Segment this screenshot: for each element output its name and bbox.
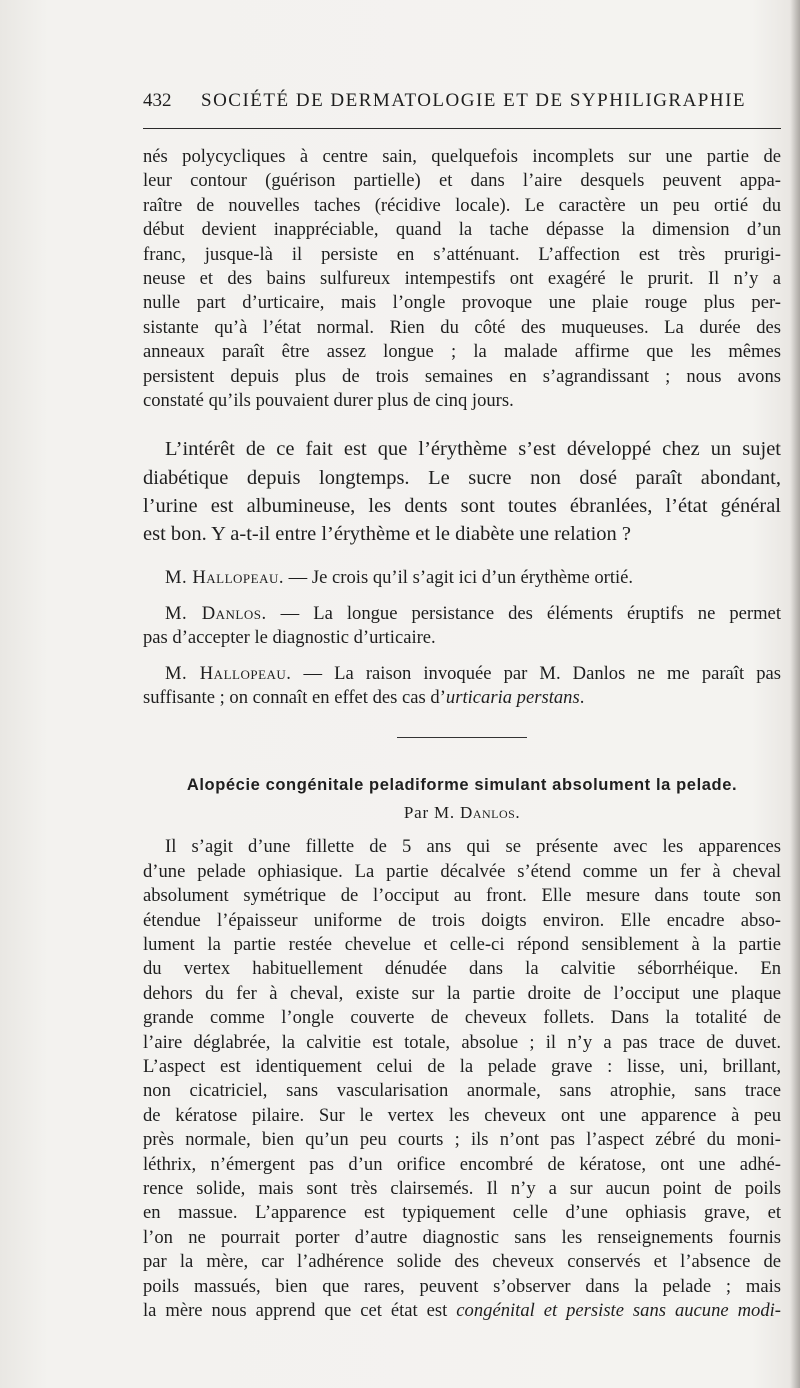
- remark-text: — Je crois qu’il s’agit ici d’un érythème ortié.: [288, 567, 634, 589]
- text-line: rence solide, mais sont très clairsemés. Il n’y a sur aucun point de poils: [143, 1178, 781, 1199]
- text-run: la mère nous apprend que cet état est: [143, 1300, 457, 1322]
- running-title: SOCIÉTÉ DE DERMATOLOGIE ET DE SYPHILIGRAPHIE: [201, 90, 747, 111]
- remark-line: [143, 602, 781, 626]
- text-line: étendue l’épaisseur uniforme de trois doigts environ. Elle encadre abso-: [143, 909, 781, 931]
- text-line: est bon. Y a-t-il entre l’érythème et le diabète une relation ?: [143, 523, 631, 546]
- text-line: de kératose pilaire. Sur le vertex les cheveux ont une apparence à peu: [143, 1104, 781, 1126]
- running-header: [143, 88, 783, 114]
- text-line: neuse et des bains sulfureux intempestifs ont exagéré le prurit. Il n’y a: [143, 268, 781, 290]
- discussion-hallopeau-2: [143, 662, 781, 711]
- text-line: L’intérêt de ce fait est que l’érythème s’est développé chez un sujet: [165, 438, 781, 461]
- remark-text: .: [579, 686, 585, 708]
- page-body: [143, 145, 781, 1323]
- text-line: léthrix, n’émergent pas d’un orifice encombré de kératose, ont une adhé-: [143, 1153, 781, 1175]
- byline-prefix: Par M.: [403, 803, 455, 823]
- remark-text: — La raison invoquée par M. Danlos ne me paraît pas: [303, 662, 781, 684]
- article-byline: [143, 803, 781, 823]
- text-line: absolument symétrique de l’occiput au front. Elle mesure dans toute son: [143, 885, 781, 907]
- text-line: anneaux paraît être assez longue ; la malade affirme que les mêmes: [143, 341, 781, 363]
- page-number: 432: [143, 90, 172, 111]
- discussion-danlos: [143, 602, 781, 651]
- article-body: [143, 835, 781, 1323]
- remark-line: [143, 686, 781, 710]
- text-line: par la mère, car l’adhérence solide des cheveux conservés et l’absence de: [143, 1251, 781, 1273]
- text-line: près normale, bien qu’un peu courts ; ils n’ont pas l’aspect zébré du moni-: [143, 1129, 781, 1151]
- continuation-paragraph: [143, 145, 781, 413]
- text-line: lument la partie restée chevelue et celle-ci répond sensiblement à la partie: [143, 933, 781, 955]
- speaker-name: M. Hallopeau.: [165, 662, 292, 684]
- conclusion-paragraph: [143, 435, 781, 548]
- text-line: sistante qu’à l’état normal. Rien du côté des muqueuses. La durée des: [143, 316, 781, 338]
- remark-line: [143, 566, 781, 590]
- text-line: [143, 1299, 781, 1323]
- section-separator: [397, 737, 527, 738]
- header-rule: [143, 128, 781, 129]
- text-line: l’on ne pourrait porter d’autre diagnostic sans les renseignements fournis: [143, 1226, 781, 1248]
- remark-line: pas d’accepter le diagnostic d’urticaire.: [143, 627, 436, 649]
- page-spine-shadow: [790, 0, 800, 1388]
- text-line: l’urine est albumineuse, les dents sont toutes ébranlées, l’état général: [143, 494, 781, 517]
- text-line: franc, jusque-là il persiste en s’atténuant. L’affection est très prurigi-: [143, 243, 781, 265]
- speaker-name: M. Hallopeau.: [165, 567, 285, 589]
- text-line: constaté qu’ils pouvaient durer plus de cinq jours.: [143, 390, 514, 412]
- remark-text: — La longue persistance des éléments éruptifs ne permet: [280, 602, 781, 624]
- text-line: Il s’agit d’une fillette de 5 ans qui se présente avec les apparences: [165, 836, 781, 858]
- text-line: d’une pelade ophiasique. La partie décalvée s’étend comme un fer à cheval: [143, 860, 781, 882]
- byline-author: Danlos.: [460, 803, 521, 823]
- text-line: raître de nouvelles taches (récidive locale). Le caractère un peu ortié du: [143, 194, 781, 216]
- text-line: poils massués, bien que rares, peuvent s’observer dans la pelade ; mais: [143, 1275, 781, 1297]
- text-line: en massue. L’apparence est typiquement celle d’une ophiasis grave, et: [143, 1202, 781, 1224]
- text-line: l’aire déglabrée, la calvitie est totale, absolue ; il n’y a pas trace de duvet.: [143, 1031, 781, 1053]
- remark-line: [143, 662, 781, 686]
- text-line: persistent depuis plus de trois semaines en s’agrandissant ; nous avons: [143, 365, 781, 387]
- italic-run: congénital et persiste sans aucune modi-: [456, 1300, 781, 1322]
- text-line: non cicatriciel, sans vascularisation anormale, sans atrophie, sans trace: [143, 1080, 781, 1102]
- text-line: leur contour (guérison partielle) et dans l’aire desquels peuvent appa-: [143, 170, 781, 192]
- text-line: dehors du fer à cheval, existe sur la partie droite de l’occiput une plaque: [143, 982, 781, 1004]
- text-line: nulle part d’urticaire, mais l’ongle provoque une plaie rouge plus per-: [143, 292, 781, 314]
- text-line: diabétique depuis longtemps. Le sucre non dosé paraît abondant,: [143, 466, 781, 489]
- text-line: L’aspect est identiquement celui de la pelade grave : lisse, uni, brillant,: [143, 1055, 781, 1077]
- article-title: Alopécie congénitale peladiforme simulant absolument la pelade.: [186, 776, 738, 795]
- text-line: début devient inappréciable, quand la tache dépasse la dimension d’un: [143, 219, 781, 241]
- text-line: grande comme l’ongle couverte de cheveux follets. Dans la totalité de: [143, 1007, 781, 1029]
- latin-term: urticaria perstans: [445, 686, 580, 708]
- remark-text: suffisante ; on connaît en effet des cas d’: [143, 686, 446, 708]
- text-line: du vertex habituellement dénudée dans la calvitie séborrhéique. En: [143, 958, 781, 980]
- discussion-hallopeau-1: [143, 566, 781, 590]
- speaker-name: M. Danlos.: [165, 602, 267, 624]
- text-line: nés polycycliques à centre sain, quelquefois incomplets sur une partie de: [143, 146, 781, 167]
